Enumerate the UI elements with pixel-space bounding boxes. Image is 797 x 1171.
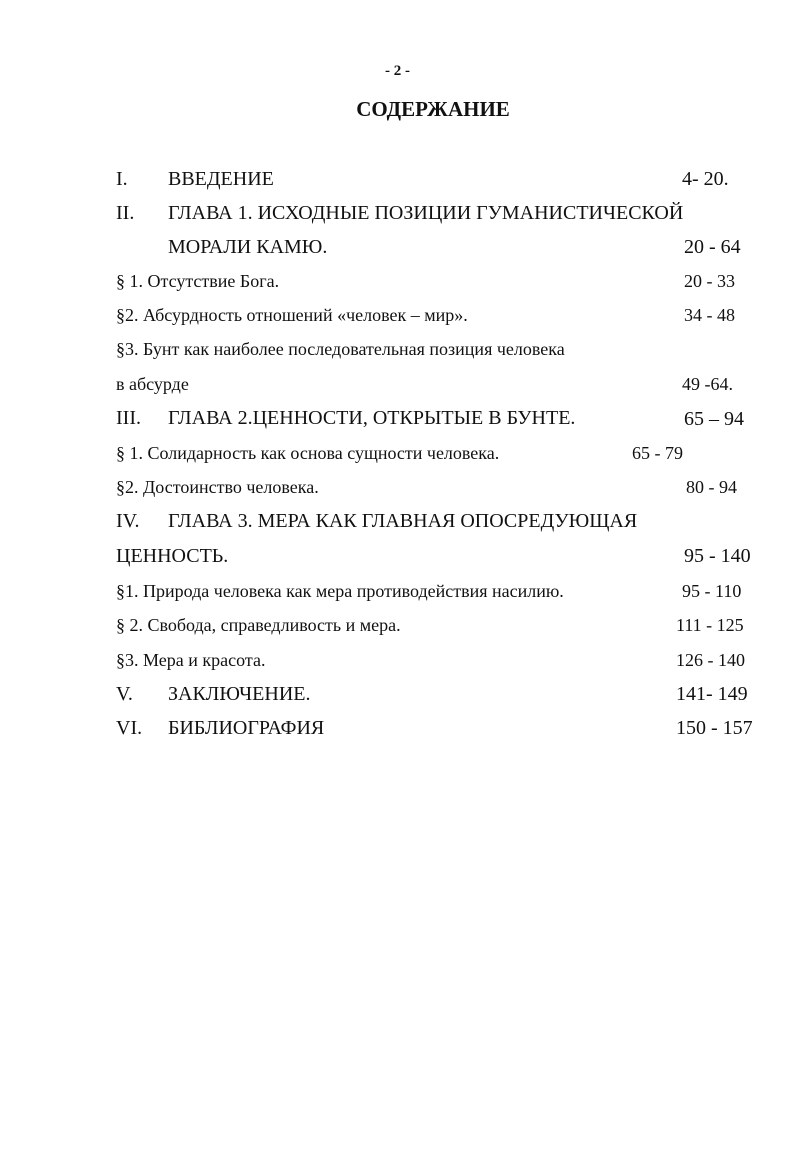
toc-entry-8: §2. Достоинство человека. [116, 477, 319, 497]
toc-pages-13: 141- 149 [676, 683, 748, 705]
toc-pages-9: 95 - 140 [684, 545, 751, 567]
toc-entry-5-line2: в абсурде [116, 374, 189, 394]
toc-pages-11: 111 - 125 [676, 615, 744, 635]
toc-entry-2-line2: МОРАЛИ КАМЮ. [168, 236, 328, 258]
toc-entry-13: ЗАКЛЮЧЕНИЕ. [168, 683, 311, 705]
toc-roman-13: V. [116, 683, 133, 705]
toc-pages-8: 80 - 94 [686, 477, 737, 497]
toc-pages-7: 65 - 79 [632, 443, 683, 463]
toc-entry-9-line2: ЦЕННОСТЬ. [116, 545, 229, 567]
toc-entry-11: § 2. Свобода, справедливость и мера. [116, 615, 401, 635]
toc-entry-12: §3. Мера и красота. [116, 650, 266, 670]
toc-pages-5: 49 -64. [682, 374, 733, 394]
toc-pages-2: 20 - 64 [684, 236, 741, 258]
toc-roman-1: I. [116, 168, 128, 190]
toc-entry-2: ГЛАВА 1. ИСХОДНЫЕ ПОЗИЦИИ ГУМАНИСТИЧЕСКОЙ [168, 202, 684, 224]
toc-entry-6: ГЛАВА 2.ЦЕННОСТИ, ОТКРЫТЫЕ В БУНТЕ. [168, 407, 576, 429]
toc-entry-9: ГЛАВА 3. МЕРА КАК ГЛАВНАЯ ОПОСРЕДУЮЩАЯ [168, 510, 638, 532]
toc-pages-10: 95 - 110 [682, 581, 742, 601]
toc-pages-6: 65 – 94 [684, 408, 744, 430]
toc-roman-2: II. [116, 202, 135, 224]
toc-entry-5: §3. Бунт как наиболее последовательная позиция человека [116, 339, 565, 359]
toc-pages-4: 34 - 48 [684, 305, 735, 325]
toc-entry-7: § 1. Солидарность как основа сущности человека. [116, 443, 500, 463]
page-number: - 2 - [385, 63, 410, 79]
toc-entry-1: ВВЕДЕНИЕ [168, 168, 274, 190]
page-title: СОДЕРЖАНИЕ [356, 97, 510, 121]
toc-entry-4: §2. Абсурдность отношений «человек – мир». [116, 305, 468, 325]
toc-roman-14: VI. [116, 717, 143, 739]
toc-pages-12: 126 - 140 [676, 650, 745, 670]
toc-roman-6: III. [116, 407, 141, 429]
toc-pages-1: 4- 20. [682, 168, 729, 190]
toc-pages-3: 20 - 33 [684, 271, 735, 291]
toc-roman-9: IV. [116, 510, 140, 532]
toc-entry-10: §1. Природа человека как мера противодействия насилию. [116, 581, 564, 601]
toc-entry-14: БИБЛИОГРАФИЯ [168, 717, 325, 739]
toc-entry-3: § 1. Отсутствие Бога. [116, 271, 280, 291]
toc-pages-14: 150 - 157 [676, 717, 753, 739]
